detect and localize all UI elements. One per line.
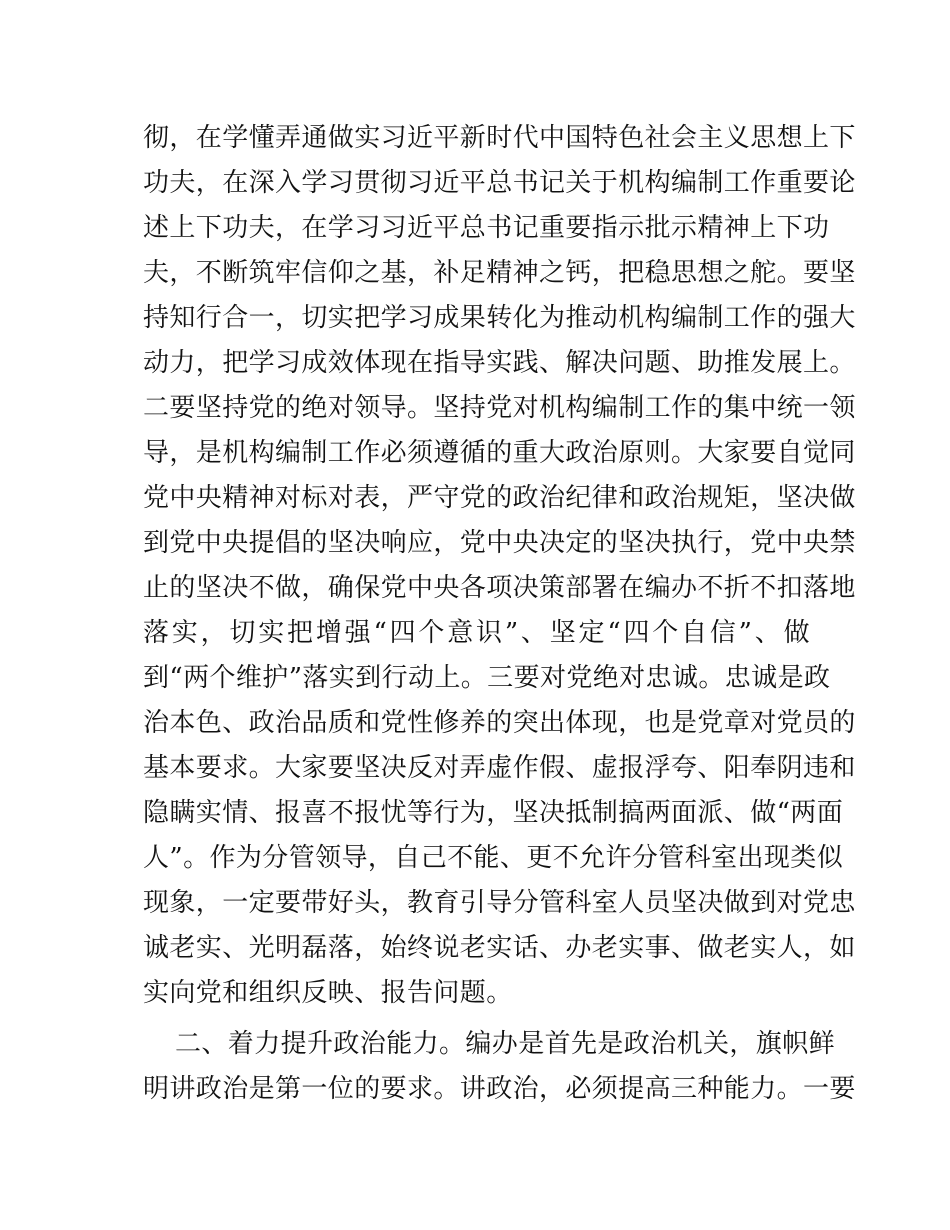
text-line: 止的坚决不做，确保党中央各项决策部署在编办不折不扣落地: [143, 573, 856, 603]
text-line: 二要坚持党的绝对领导。坚持党对机构编制工作的集中统一领: [143, 393, 856, 423]
text-line: 二、着力提升政治能力。编办是首先是政治机关，旗帜鲜: [175, 1029, 836, 1059]
text-line: 到“两个维护”落实到行动上。三要对党绝对忠诚。忠诚是政: [143, 663, 831, 693]
text-line: 治本色、政治品质和党性修养的突出体现，也是党章对党员的: [143, 708, 856, 738]
text-line: 隐瞒实情、报喜不报忧等行为，坚决抵制搞两面派、做“两面: [143, 798, 844, 828]
text-line: 人”。作为分管领导，自己不能、更不允许分管科室出现类似: [143, 843, 844, 873]
text-line: 诚老实、光明磊落，始终说老实话、办老实事、做老实人，如: [143, 933, 856, 963]
text-line: 基本要求。大家要坚决反对弄虚作假、虚报浮夸、阳奉阴违和: [143, 753, 856, 783]
text-line: 彻，在学懂弄通做实习近平新时代中国特色社会主义思想上下: [143, 123, 856, 153]
text-line: 功夫，在深入学习贯彻习近平总书记关于机构编制工作重要论: [143, 168, 856, 198]
text-line: 到党中央提倡的坚决响应，党中央决定的坚决执行，党中央禁: [143, 528, 856, 558]
text-line: 导，是机构编制工作必须遵循的重大政治原则。大家要自觉同: [143, 438, 856, 468]
text-line: 动力，把学习成效体现在指导实践、解决问题、助推发展上。: [143, 348, 856, 378]
text-line: 实向党和组织反映、报告问题。: [143, 978, 513, 1008]
text-line: 持知行合一，切实把学习成果转化为推动机构编制工作的强大: [143, 303, 856, 333]
text-line: 落实，切实把增强“四个意识”、坚定“四个自信”、做: [143, 618, 810, 648]
text-line: 述上下功夫，在学习习近平总书记重要指示批示精神上下功: [143, 213, 830, 243]
text-line: 明讲政治是第一位的要求。讲政治，必须提高三种能力。一要: [143, 1074, 856, 1104]
text-line: 党中央精神对标对表，严守党的政治纪律和政治规矩，坚决做: [143, 483, 856, 513]
text-line: 现象，一定要带好头，教育引导分管科室人员坚决做到对党忠: [143, 888, 856, 918]
text-line: 夫，不断筑牢信仰之基，补足精神之钙，把稳思想之舵。要坚: [143, 258, 856, 288]
